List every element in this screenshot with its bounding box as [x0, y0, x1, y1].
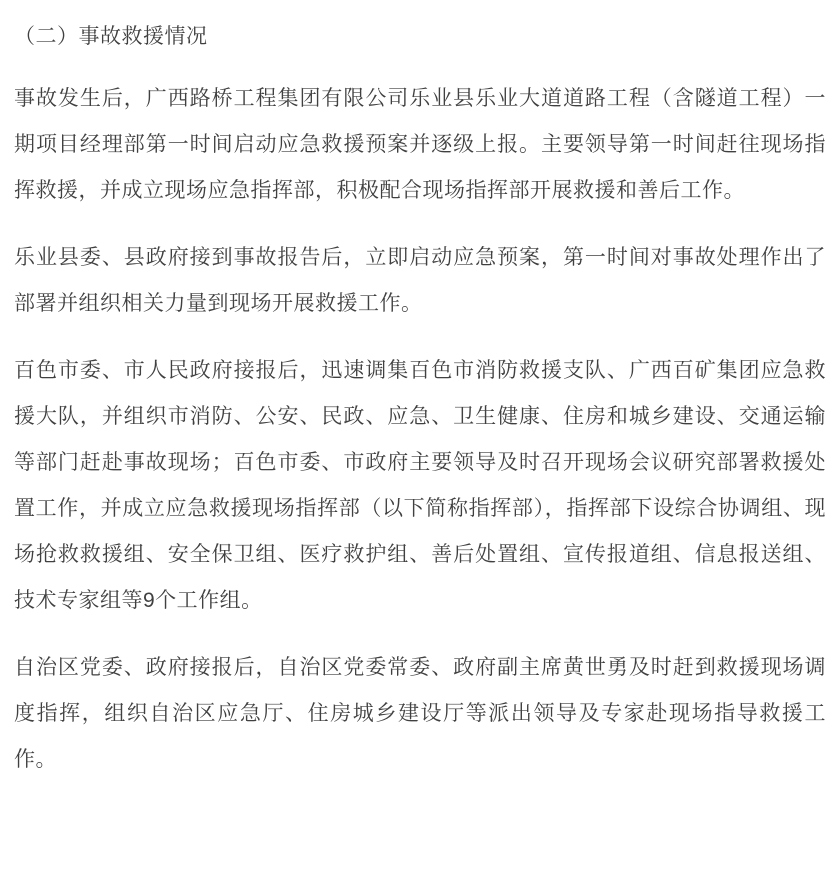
- paragraph-rescue-project: 事故发生后，广西路桥工程集团有限公司乐业县乐业大道道路工程（含隧道工程）一期项目经理部第一时间启动应急救援预案并逐级上报。主要领导第一时间赶往现场指挥救援，并成立现场应急指挥部，积极配合现场指挥部开展救援和善后工作。: [14, 87, 826, 202]
- section-heading: （二）事故救援情况: [14, 25, 208, 48]
- paragraph-region-response: 自治区党委、政府接报后，自治区党委常委、政府副主席黄世勇及时赶到救援现场调度指挥，组织自治区应急厅、住房城乡建设厅等派出领导及专家赴现场指导救援工作。: [14, 656, 826, 771]
- paragraph-city-response: 百色市委、市人民政府接报后，迅速调集百色市消防救援支队、广西百矿集团应急救援大队，并组织市消防、公安、民政、应急、卫生健康、住房和城乡建设、交通运输等部门赶赴事故现场；百色市委、市政府主要领导及时召开现场会议研究部署救援处置工作，并成立应急救援现场指挥部（以下简称指挥部），指挥部下设综合协调组、现场抢救救援组、安全保卫组、医疗救护组、善后处置组、宣传报道组、信息报送组、技术专家组等9个工作组。: [14, 359, 826, 612]
- paragraph-county-response: 乐业县委、县政府接到事故报告后，立即启动应急预案，第一时间对事故处理作出了部署并组织相关力量到现场开展救援工作。: [14, 246, 826, 315]
